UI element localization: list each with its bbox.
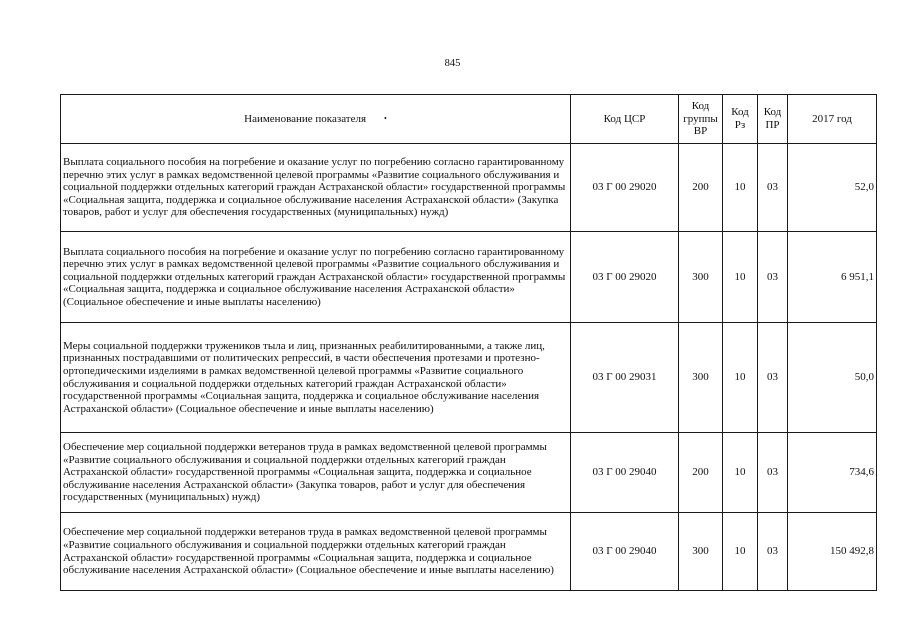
row-amount: 50,0 bbox=[788, 323, 877, 433]
row-vr-code: 200 bbox=[679, 433, 723, 513]
header-year: 2017 год bbox=[788, 95, 877, 144]
row-name: Меры социальной поддержки тружеников тыла и лиц, признанных реабилитированными, а также лиц, признанных пострадавшими от политических репрессий, в части обеспечения протезами и протезно-ортопедическими изделиями в рамках ведомственной целевой программы «Развитие социального обслуживания и социальной поддержки отдельных категорий граждан Астраханской области» государственной программы «Социальная защита, поддержка и социальное обслуживание населения Астраханской области» (Социальное обеспечение и иные выплаты населению) bbox=[61, 323, 571, 433]
header-name bbox=[61, 95, 571, 144]
header-rz: Код Рз bbox=[723, 95, 758, 144]
row-amount: 734,6 bbox=[788, 433, 877, 513]
page-number: 845 bbox=[444, 58, 461, 69]
header-name-label: Наименование показателя bbox=[244, 112, 367, 125]
row-vr-code: 300 bbox=[679, 323, 723, 433]
row-csr-code: 03 Г 00 29020 bbox=[571, 144, 679, 232]
row-name: Обеспечение мер социальной поддержки ветеранов труда в рамках ведомственной целевой программы «Развитие социального обслуживания и социальной поддержки отдельных категорий граждан Астраханской области» государственной программы «Социальная защита, поддержка и социальное обслуживание населения Астраханской области» (Закупка товаров, работ и услуг для обеспечения государственных (муниципальных) нужд) bbox=[61, 433, 571, 513]
row-name: Выплата социального пособия на погребение и оказание услуг по погребению согласно гарантированному перечню этих услуг в рамках ведомственной целевой программы «Развитие социального обслуживания и социальной поддержки отдельных категорий граждан Астраханской области» государственной программы «Социальная защита, поддержка и социальное обслуживание населения Астраханской области» (Социальное обеспечение и иные выплаты населению) bbox=[61, 232, 571, 323]
row-rz-code: 10 bbox=[723, 433, 758, 513]
header-pr: Код ПР bbox=[758, 95, 788, 144]
row-csr-code: 03 Г 00 29040 bbox=[571, 513, 679, 591]
row-rz-code: 10 bbox=[723, 232, 758, 323]
row-csr-code: 03 Г 00 29031 bbox=[571, 323, 679, 433]
row-pr-code: 03 bbox=[758, 144, 788, 232]
row-name: Выплата социального пособия на погребение и оказание услуг по погребению согласно гарантированному перечню этих услуг в рамках ведомственной целевой программы «Развитие социального обслуживания и социальной поддержки отдельных категорий граждан Астраханской области» государственной программы «Социальная защита, поддержка и социальное обслуживание населения Астраханской области» (Закупка товаров, работ и услуг для обеспечения государственных (муниципальных) нужд) bbox=[61, 144, 571, 232]
row-pr-code: 03 bbox=[758, 323, 788, 433]
budget-table bbox=[60, 94, 877, 591]
table-row bbox=[61, 323, 877, 433]
scan-mark: • bbox=[384, 113, 387, 123]
row-vr-code: 300 bbox=[679, 513, 723, 591]
row-rz-code: 10 bbox=[723, 323, 758, 433]
table-row bbox=[61, 232, 877, 323]
table-row bbox=[61, 513, 877, 591]
table-row bbox=[61, 433, 877, 513]
row-csr-code: 03 Г 00 29020 bbox=[571, 232, 679, 323]
row-pr-code: 03 bbox=[758, 513, 788, 591]
row-vr-code: 200 bbox=[679, 144, 723, 232]
header-csr: Код ЦСР bbox=[571, 95, 679, 144]
row-rz-code: 10 bbox=[723, 513, 758, 591]
row-csr-code: 03 Г 00 29040 bbox=[571, 433, 679, 513]
table-row bbox=[61, 144, 877, 232]
row-amount: 6 951,1 bbox=[788, 232, 877, 323]
row-name: Обеспечение мер социальной поддержки ветеранов труда в рамках ведомственной целевой программы «Развитие социального обслуживания и социальной поддержки отдельных категорий граждан Астраханской области» государственной программы «Социальная защита, поддержка и социальное обслуживание населения Астраханской области» (Социальное обеспечение и иные выплаты населению) bbox=[61, 513, 571, 591]
row-pr-code: 03 bbox=[758, 433, 788, 513]
table-header-row bbox=[61, 95, 877, 144]
row-amount: 52,0 bbox=[788, 144, 877, 232]
row-amount: 150 492,8 bbox=[788, 513, 877, 591]
row-vr-code: 300 bbox=[679, 232, 723, 323]
row-pr-code: 03 bbox=[758, 232, 788, 323]
header-vr: Код группы ВР bbox=[679, 95, 723, 144]
row-rz-code: 10 bbox=[723, 144, 758, 232]
